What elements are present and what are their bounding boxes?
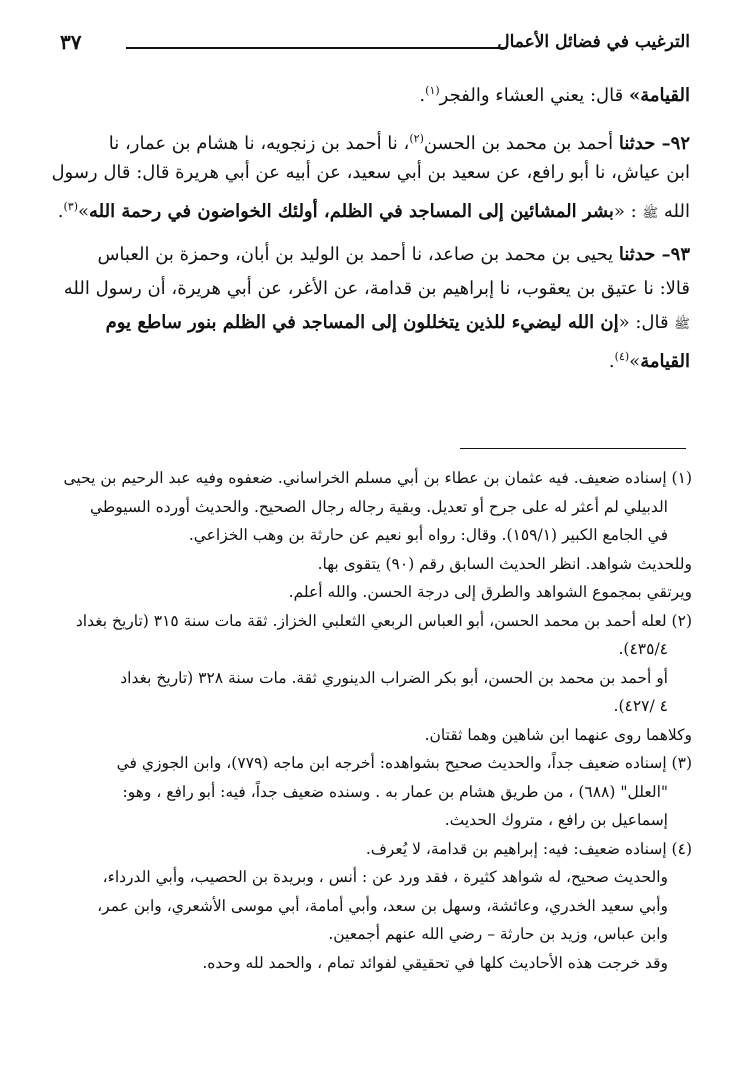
footnote-line: والحديث صحيح، له شواهد كثيرة ، فقد ورد عن : أنس ، وبريدة بن الحصيب، وأبي الدرداء، — [102, 868, 668, 886]
hadith-92-start: ٩٢– حدثنا أحمد بن محمد بن الحسن$^{(٢)}$، نا أحمد بن زنجويه، نا هشام بن عمار، نا — [108, 132, 690, 154]
footnotes — [62, 464, 692, 977]
main-line: القيامة»$^{(٤)}$. — [608, 350, 690, 372]
running-title: الترغيب في فضائل الأعمال — [497, 32, 690, 52]
narration-keyword: حدثنا — [618, 244, 656, 265]
page-number: ٣٧ — [60, 30, 82, 54]
footnote-ref: (١) — [425, 84, 440, 97]
hadith-text: بشر المشائين إلى المساجد في الظلم، أولئك الخواضون في رحمة الله — [89, 201, 614, 222]
main-line: القيامة» قال: يعني العشاء والفجر$^{(١)}$. — [419, 84, 690, 106]
main-text — [51, 74, 690, 374]
hadith-text: القيامة — [640, 351, 690, 372]
bold-text: القيامة» — [628, 85, 690, 106]
main-line: قالا: نا عتيق بن يعقوب، نا إبراهيم بن قدامة، عن الأغر، عن أبي هريرة، أن رسول الله — [63, 278, 690, 299]
main-line: ﷺ قال: «إن الله ليضيء للذين يتخللون إلى المساجد في الظلم بنور ساطع يوم — [105, 312, 690, 333]
footnote-ref: (٣) — [63, 200, 78, 213]
footnote-line: (٤) إسناده ضعيف: فيه: إبراهيم بن قدامة، لا يُعرف. — [365, 839, 692, 858]
footnote-line: الدبيلي لم أعثر له على جرح أو تعديل. وبقية رجاله رجال الصحيح. والحديث أورده السيوطي — [89, 497, 668, 516]
footnote-line: ويرتقي بمجموع الشواهد والطرق إلى درجة الحسن. والله أعلم. — [288, 583, 692, 601]
footnote-ref: (٤) — [614, 350, 630, 363]
page-header — [60, 26, 690, 60]
hadith-93-start: ٩٣– حدثنا يحيى بن محمد بن صاعد، نا أحمد بن الوليد بن أبان، وحمزة بن العباس — [97, 244, 690, 265]
footnote-line: ٤٣٥/٤). — [618, 640, 668, 658]
hadith-number: ٩٣– — [655, 244, 690, 265]
salutation-glyph: ﷺ — [674, 317, 690, 332]
footnote-line: (٣) إسناده ضعيف جداً، والحديث صحيح بشواهده: أخرجه ابن ماجه (٧٧٩)، وابن الجوزي في — [116, 754, 692, 772]
footnote-line: إسماعيل بن رافع ، متروك الحديث. — [444, 811, 668, 829]
footnote-ref: (٢) — [409, 132, 424, 145]
footnote-line: أو أحمد بن محمد بن الحسن، أبو بكر الضراب الدينوري ثقة. مات سنة ٣٢٨ (تاريخ بغداد — [120, 668, 668, 687]
header-rule — [126, 47, 507, 49]
hadith-number: ٩٢– — [655, 133, 690, 154]
footnote-separator — [460, 448, 686, 449]
salutation-glyph: ﷺ — [642, 206, 659, 221]
hadith-text: إن الله ليضيء للذين يتخللون إلى المساجد في الظلم بنور ساطع يوم — [105, 312, 619, 333]
footnote-line: وللحديث شواهد. انظر الحديث السابق رقم (٩٠) يتقوى بها. — [317, 554, 692, 573]
footnote-line: وقد خرجت هذه الأحاديث كلها في تحقيقي لفوائد تمام ، والحمد لله وحده. — [202, 953, 668, 972]
footnote-line: "العلل" (٦٨٨) ، من طريق هشام بن عمار به . وسنده ضعيف جداً، فيه: أبو رافع ، وهو: — [122, 782, 668, 801]
footnote-line: وأبي سعيد الخدري، وعائشة، وسهل بن سعد، وأبي أمامة، أبي موسى الأشعري، وابن عمر، — [97, 896, 668, 915]
footnote-line: (١) إسناده ضعيف. فيه عثمان بن عطاء بن أبي مسلم الخراساني. ضعفوه وفيه عبد الرحيم بن يحيى — [63, 469, 692, 487]
main-line: ابن عياش، نا أبو رافع، عن سعيد بن أبي سعيد، عن أبيه عن أبي هريرة قال: قال رسول — [51, 162, 690, 183]
footnote-line: وابن عباس، وزيد بن حارثة – رضي الله عنهم أجمعين. — [328, 925, 668, 943]
narration-keyword: حدثنا — [618, 133, 656, 154]
footnote-line: ٤ /٤٢٧). — [613, 697, 668, 715]
main-line: الله ﷺ : «بشر المشائين إلى المساجد في الظلم، أولئك الخواضون في رحمة الله»$^{(٣)}$. — [57, 200, 690, 222]
footnote-line: وكلاهما روى عنهما ابن شاهين وهما ثقتان. — [424, 725, 692, 744]
footnote-line: (٢) لعله أحمد بن محمد الحسن، أبو العباس الربعي الثعلبي الخزاز. ثقة مات سنة ٣١٥ (تاريخ بغداد — [75, 611, 692, 630]
footnote-line: في الجامع الكبير (١٥٩/١). وقال: رواه أبو نعيم عن حارثة بن وهب الخزاعي. — [188, 526, 668, 544]
